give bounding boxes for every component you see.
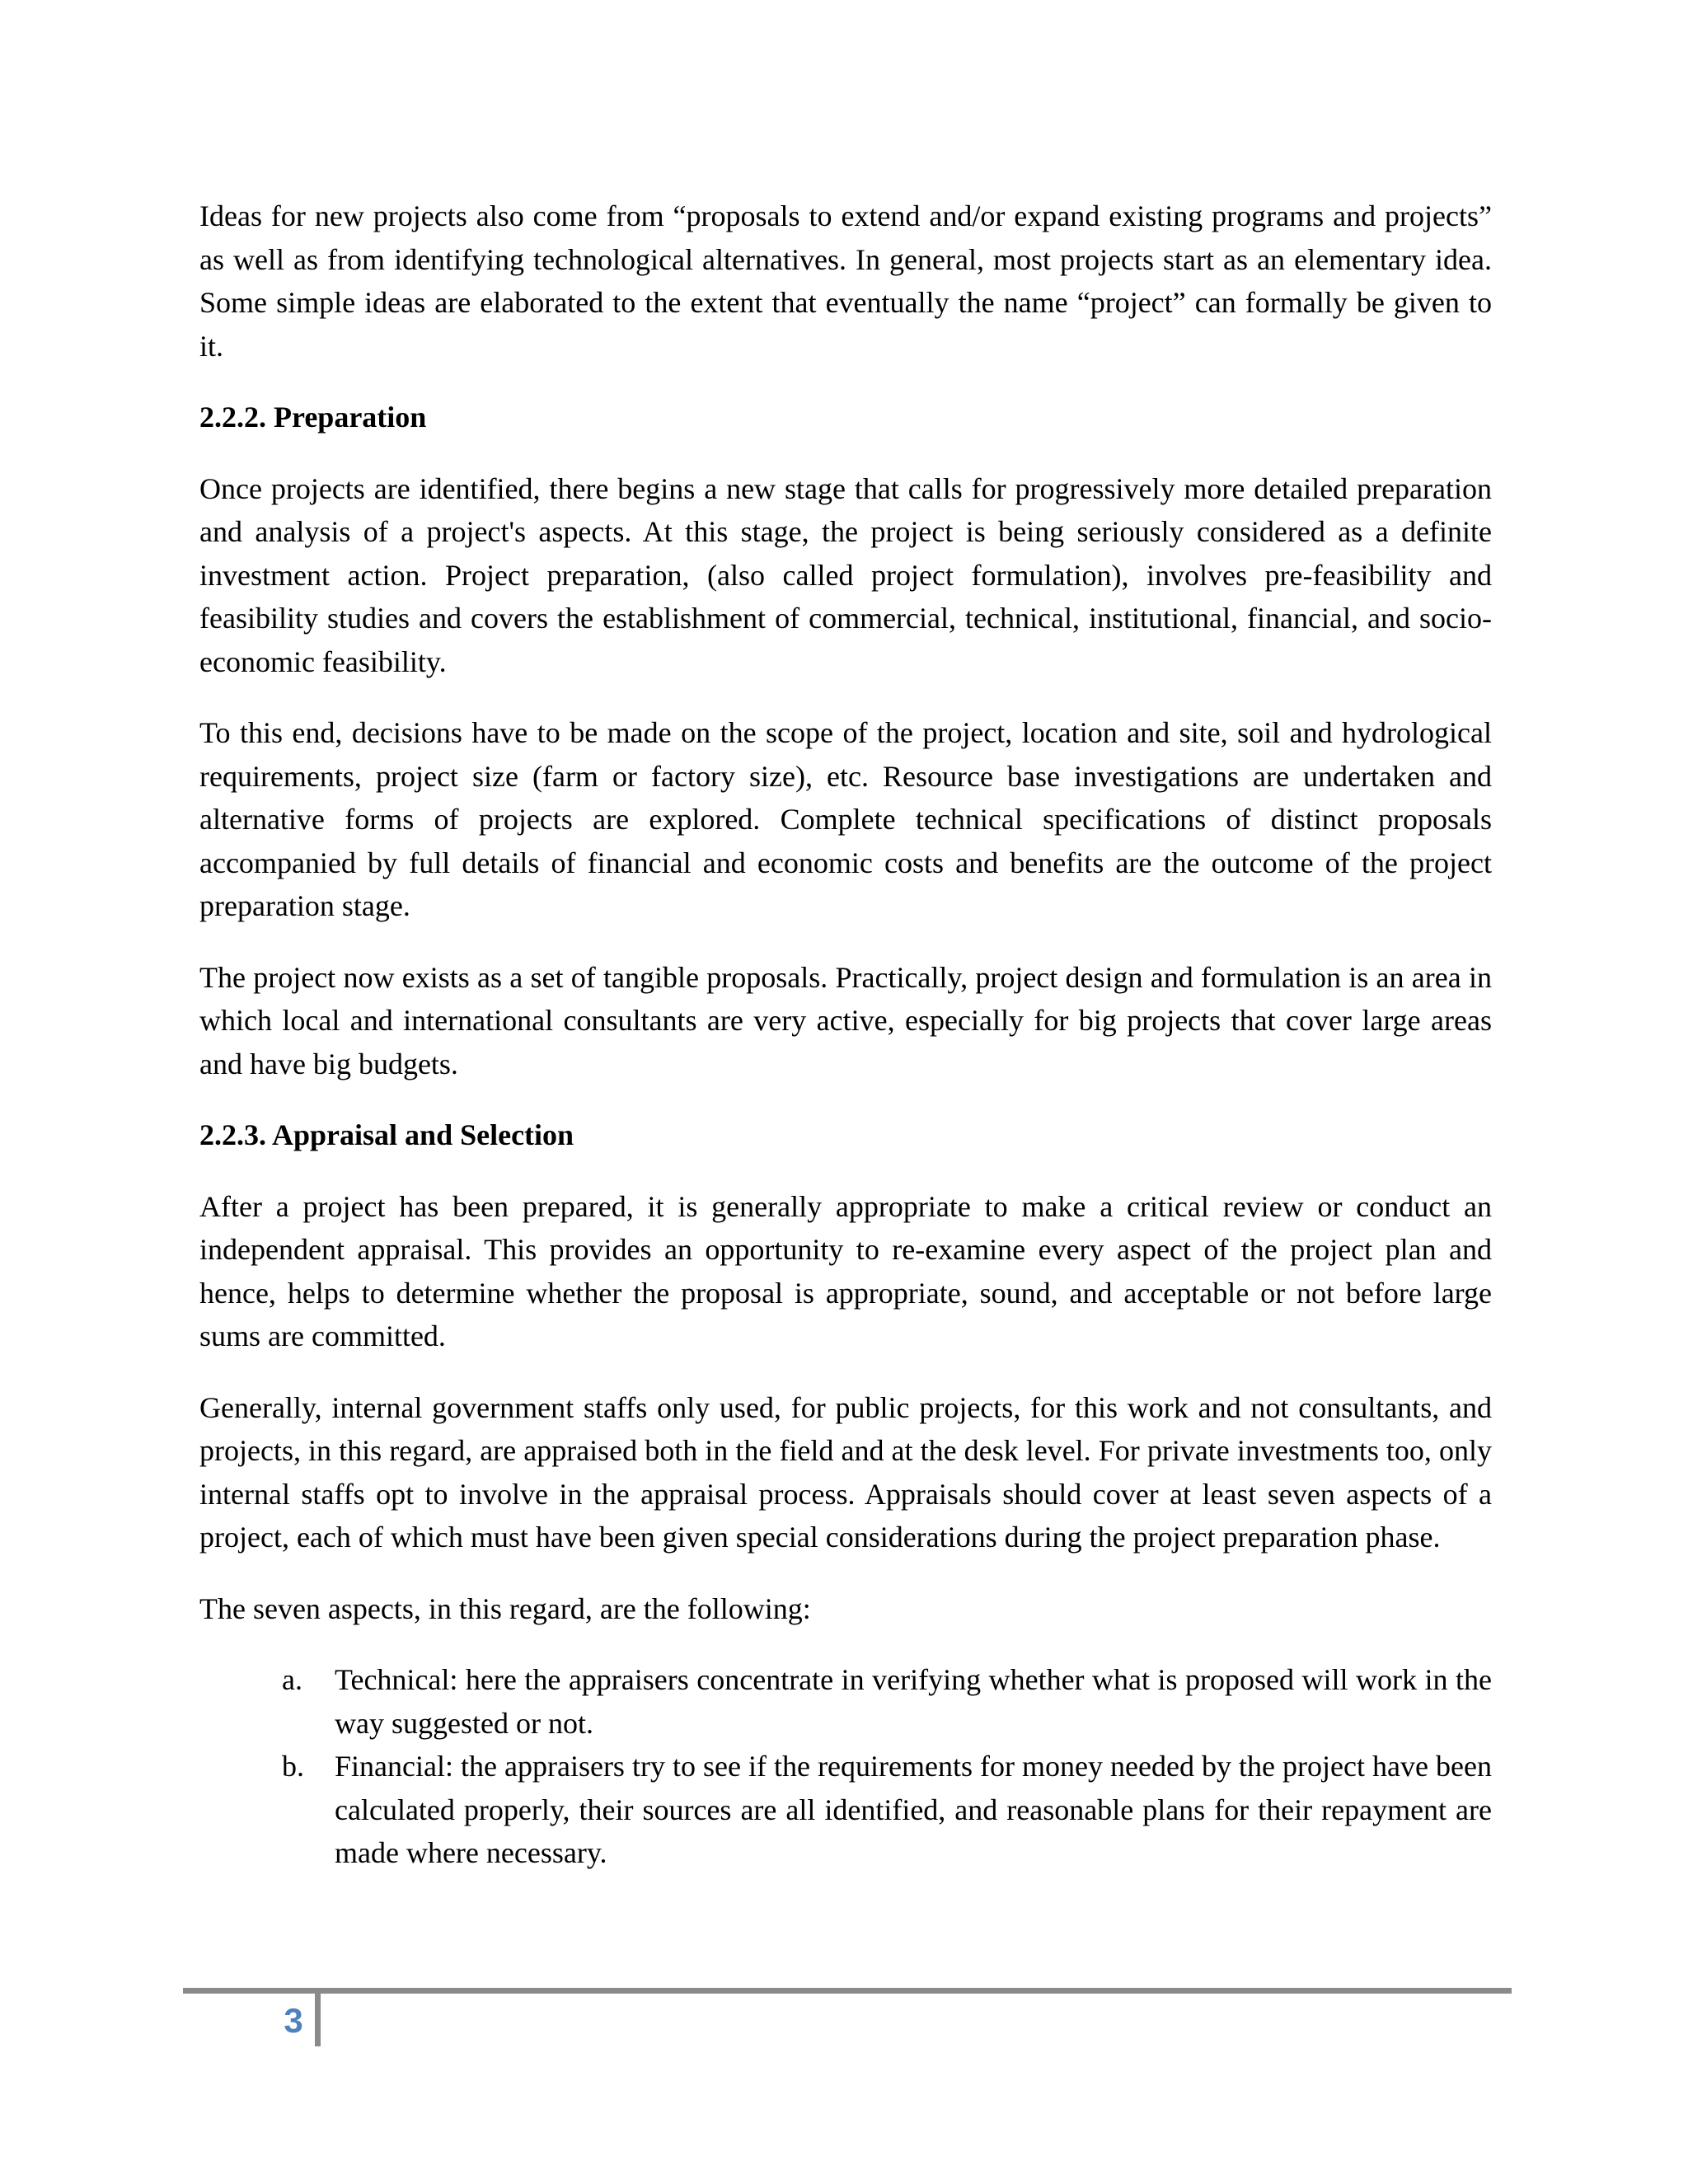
appraisal-paragraph: After a project has been prepared, it is generally appropriate to make a critical review or conduct an independent appraisal. This provides an opportunity to re-examine every aspect of the project plan and hence, helps to determine whether the proposal is appropriate, sound, and acceptable or not before large sums are committed. [199,1189,1492,1352]
list-marker: b. [282,1750,304,1783]
appraisal-paragraph: The seven aspects, in this regard, are the following: [199,1591,811,1625]
preparation-paragraph: Once projects are identified, there begins a new stage that calls for progressively more detailed preparation and analysis of a project's aspects. At this stage, the project is being seriously considered as a definite investment action. Project preparation, (also called project formulation), involves pre-feasibility and feasibility studies and covers the establishment of commercial, technical, institutional, financial, and socio- economic feasibility. [199,471,1492,678]
intro-paragraph: Ideas for new projects also come from “proposals to extend and/or expand existing programs and projects” as well as from identifying technological alternatives. In general, most projects start as an elementary idea. Some simple ideas are elaborated to the extent that eventually the name “project” can formally be given to it. [199,199,1492,363]
section-heading-preparation: 2.2.2. Preparation [199,401,427,434]
section-heading-appraisal: 2.2.3. Appraisal and Selection [199,1118,574,1151]
aspects-list [199,1658,1492,1875]
list-item-text: Financial: the appraisers try to see if the requirements for money needed by the project have been calculated properly, their sources are all identified, and reasonable plans for their repayment are made where necessary. [335,1750,1492,1869]
list-item [199,1745,1492,1875]
footer-separator [315,1994,321,2046]
preparation-paragraph: To this end, decisions have to be made on the scope of the project, location and site, soil and hydrological requirements, project size (farm or factory size), etc. Resource base investigations are undertaken and alternative forms of projects are explored. Complete technical specifications of distinct proposals accompanied by full details of financial and economic costs and benefits are the outcome of the project preparation stage. [199,716,1492,922]
list-marker: a. [282,1663,302,1696]
list-item [199,1658,1492,1745]
list-item-text: Technical: here the appraisers concentrate in verifying whether what is proposed will work in the way suggested or not. [335,1663,1492,1740]
page-number: 3 [284,2001,303,2040]
appraisal-paragraph: Generally, internal government staffs only used, for public projects, for this work and not consultants, and projects, in this regard, are appraised both in the field and at the desk level. For private investments too, only internal staffs opt to involve in the appraisal process. Appraisals should cover at least seven aspects of a project, each of which must have been given special considerations during the project preparation phase. [199,1390,1492,1554]
preparation-paragraph: The project now exists as a set of tangible proposals. Practically, project design and formulation is an area in which local and international consultants are very active, especially for big projects that cover large areas and have big budgets. [199,960,1492,1080]
page-content [199,194,1492,1875]
footer-rule [183,1988,1512,1994]
